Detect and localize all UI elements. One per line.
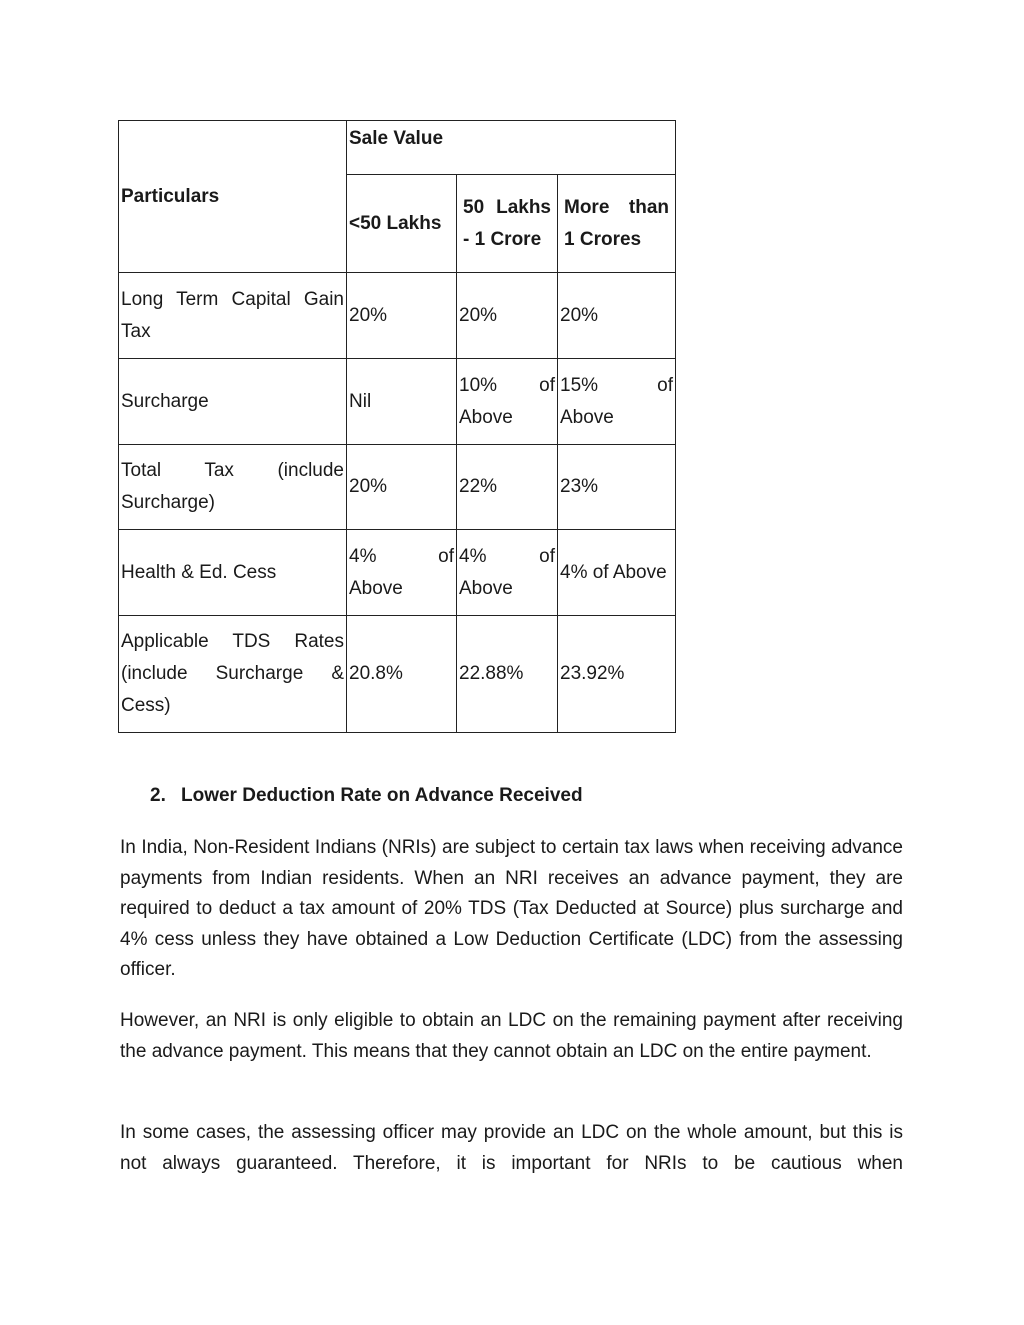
table-row — [119, 445, 676, 530]
table-row — [119, 359, 676, 445]
row-cell: 15% of Above — [558, 359, 676, 445]
row-cell: 20% — [558, 273, 676, 359]
row-label: Total Tax (include Surcharge) — [119, 445, 347, 530]
row-cell: 4% of Above — [347, 530, 457, 616]
row-cell: 20% — [457, 273, 558, 359]
row-cell: 20% — [347, 273, 457, 359]
row-label: Health & Ed. Cess — [119, 530, 347, 616]
section-title: Lower Deduction Rate on Advance Received — [181, 785, 583, 806]
table-row — [119, 273, 676, 359]
row-cell: 23.92% — [558, 616, 676, 733]
row-cell: 4% of Above — [457, 530, 558, 616]
header-col-under-50-lakhs: <50 Lakhs — [347, 175, 457, 273]
header-col-more-than-1-crore: More than 1 Crores — [558, 175, 676, 273]
row-cell: 23% — [558, 445, 676, 530]
table-row — [119, 530, 676, 616]
header-col-50-lakhs-1-crore: 50 Lakhs - 1 Crore — [457, 175, 558, 273]
header-sale-value: Sale Value — [347, 121, 676, 175]
table-header-row — [119, 121, 676, 175]
row-label: Applicable TDS Rates (include Surcharge & Cess) — [119, 616, 347, 733]
row-cell: Nil — [347, 359, 457, 445]
body-paragraph: However, an NRI is only eligible to obtain an LDC on the remaining payment after receiving the advance payment. This means that they cannot obtain an LDC on the entire payment. — [120, 1010, 903, 1062]
row-cell: 10% of Above — [457, 359, 558, 445]
row-cell: 20.8% — [347, 616, 457, 733]
row-cell: 4% of Above — [558, 530, 676, 616]
table-row — [119, 616, 676, 733]
row-label: Surcharge — [119, 359, 347, 445]
row-cell: 20% — [347, 445, 457, 530]
section-number: 2. — [150, 785, 166, 806]
row-cell: 22.88% — [457, 616, 558, 733]
tax-rate-table — [118, 120, 676, 733]
body-paragraph: In some cases, the assessing officer may provide an LDC on the whole amount, but this is not always guaranteed. Therefore, it is important for NRIs to be cautious when — [120, 1122, 903, 1174]
section-heading — [150, 782, 583, 810]
body-paragraph: In India, Non-Resident Indians (NRIs) are subject to certain tax laws when receiving advance payments from Indian residents. When an NRI receives an advance payment, they are required to deduct a tax amount of 20% TDS (Tax Deducted at Source) plus surcharge and 4% cess unless they have obtained a Low Deduction Certificate (LDC) from the assessing officer. — [120, 837, 903, 980]
row-cell: 22% — [457, 445, 558, 530]
row-label: Long Term Capital Gain Tax — [119, 273, 347, 359]
header-particulars: Particulars — [119, 121, 347, 273]
